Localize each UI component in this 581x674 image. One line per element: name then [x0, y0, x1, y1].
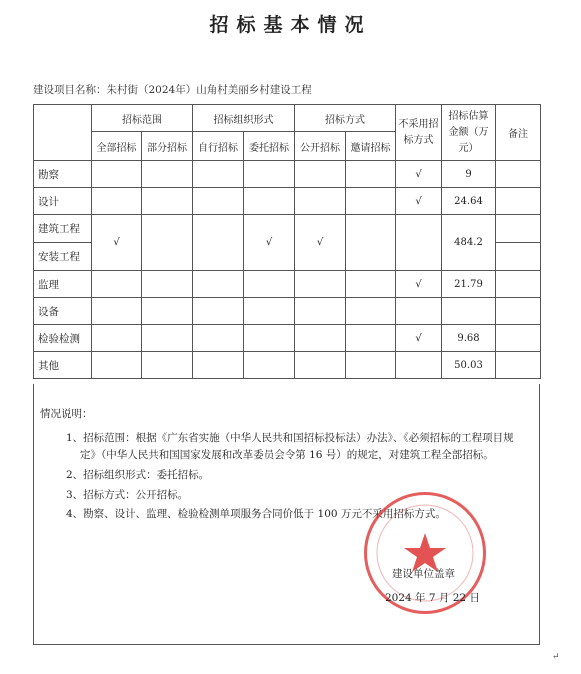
subheader-partial: 部分招标	[142, 132, 193, 161]
amount-cell: 50.03	[442, 352, 496, 379]
amount-cell: 21.79	[442, 271, 496, 298]
amount-cell: 484.2	[442, 215, 496, 271]
bidding-table	[33, 104, 541, 379]
row-label: 建筑工程	[34, 215, 92, 243]
check-mark: √	[244, 215, 295, 271]
table-row	[34, 188, 541, 215]
row-label: 安装工程	[34, 243, 92, 271]
header-estimate: 招标估算金额（万元）	[442, 105, 496, 161]
row-label: 设计	[34, 188, 92, 215]
signature-date: 2024 年 7 月 22 日	[385, 592, 480, 604]
note-3: 3、招标方式：公开招标。	[66, 489, 189, 501]
header-org-form: 招标组织形式	[193, 105, 295, 132]
check-mark: √	[396, 161, 442, 188]
signature-label: 建设单位盖章	[392, 568, 455, 580]
project-name: 建设项目名称：朱村街（2024年）山角村美丽乡村建设工程	[33, 84, 312, 96]
subheader-full: 全部招标	[92, 132, 142, 161]
row-label: 设备	[34, 298, 92, 325]
subheader-self: 自行招标	[193, 132, 244, 161]
check-mark: √	[396, 271, 442, 298]
amount-cell	[442, 298, 496, 325]
amount-cell: 24.64	[442, 188, 496, 215]
row-label: 勘察	[34, 161, 92, 188]
paragraph-mark-icon: ↵	[552, 652, 560, 662]
note-2: 2、招标组织形式：委托招标。	[66, 469, 210, 481]
check-mark: √	[396, 188, 442, 215]
subheader-entrusted: 委托招标	[244, 132, 295, 161]
check-mark: √	[92, 215, 142, 271]
header-not-adopted: 不采用招标方式	[396, 105, 442, 161]
note-1-line-2: 定》（中华人民共和国国家发展和改革委员会令第 16 号）的规定，对建筑工程全部招标。	[80, 449, 494, 461]
header-corner	[34, 105, 92, 161]
header-remarks: 备注	[496, 105, 541, 161]
table-row	[34, 298, 541, 325]
notes-heading: 情况说明：	[40, 408, 93, 420]
document-title: 招标基本情况	[209, 14, 372, 36]
row-label: 检验检测	[34, 325, 92, 352]
table-row	[34, 215, 541, 243]
table-row	[34, 161, 541, 188]
amount-cell: 9	[442, 161, 496, 188]
amount-cell: 9.68	[442, 325, 496, 352]
table-row	[34, 271, 541, 298]
header-method: 招标方式	[295, 105, 396, 132]
subheader-invite: 邀请招标	[346, 132, 396, 161]
note-4: 4、勘察、设计、监理、检验检测单项服务合同价低于 100 万元不采用招标方式。	[66, 508, 446, 520]
subheader-open: 公开招标	[295, 132, 346, 161]
row-label: 监理	[34, 271, 92, 298]
table-row	[34, 325, 541, 352]
table-row	[34, 352, 541, 379]
row-label: 其他	[34, 352, 92, 379]
note-1-line-1: 1、招标范围：根据《广东省实施（中华人民共和国招标投标法）办法》、《必须招标的工程项目规	[66, 432, 514, 444]
header-scope: 招标范围	[92, 105, 193, 132]
check-mark: √	[396, 325, 442, 352]
check-mark: √	[295, 215, 346, 271]
